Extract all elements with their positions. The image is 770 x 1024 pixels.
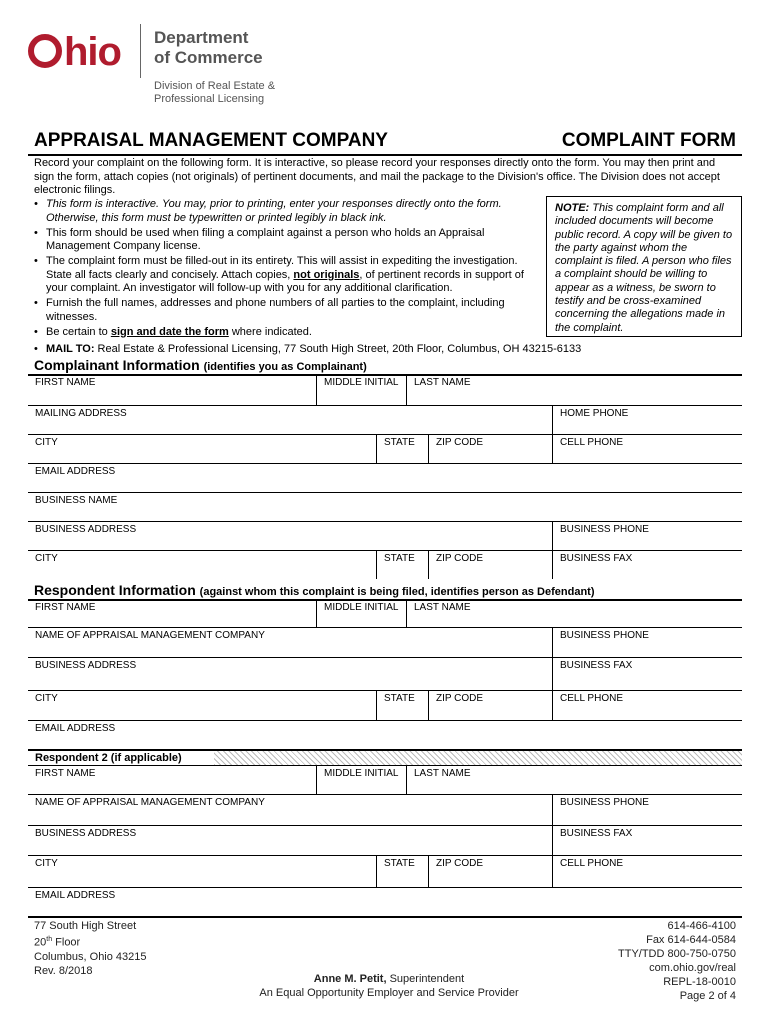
respondent-email-row — [28, 720, 742, 749]
field-label: MAILING ADDRESS — [35, 408, 127, 419]
complainant-city-row — [28, 434, 742, 463]
field-label: STATE — [384, 553, 415, 564]
respondent2-state-field[interactable] — [376, 856, 428, 887]
respondent-state-field[interactable] — [376, 691, 428, 720]
field-label: CITY — [35, 437, 58, 448]
complainant-business-phone-field[interactable] — [552, 522, 742, 550]
respondent2-heading-row — [28, 749, 742, 765]
field-label: FIRST NAME — [35, 768, 96, 779]
footer-eoe: An Equal Opportunity Employer and Service Provider — [259, 987, 519, 999]
note-text: This complaint form and all included documents will become public record. A copy will be given to the party against whom the complaint is filed. A person who files a complaint should be willing to appear as a witness, be sworn to testify and be cross-examined concerning the allegations made in the complaint. — [555, 202, 733, 334]
footer-center — [200, 972, 578, 1000]
field-label: BUSINESS ADDRESS — [35, 660, 137, 671]
respondent2-middle-initial-field[interactable] — [316, 766, 406, 794]
field-label: EMAIL ADDRESS — [35, 723, 116, 734]
footer-phone: 614-466-4100 — [667, 920, 736, 932]
complainant-heading — [34, 357, 367, 373]
respondent2-cell-phone-field[interactable] — [552, 856, 742, 887]
complainant-business-name-row — [28, 492, 742, 521]
complainant-business-name-field[interactable] — [28, 493, 742, 521]
field-label: CELL PHONE — [560, 437, 623, 448]
mail-to-address: Real Estate & Professional Licensing, 77 South High Street, 20th Floor, Columbus, OH 43215-6133 — [94, 343, 582, 355]
footer-rule — [28, 916, 742, 918]
logo-divider — [140, 24, 141, 78]
field-label: FIRST NAME — [35, 377, 96, 388]
footer-address — [34, 919, 147, 978]
respondent-city-field[interactable] — [28, 691, 376, 720]
respondent2-business-fax-field[interactable] — [552, 826, 742, 855]
field-label: EMAIL ADDRESS — [35, 890, 116, 901]
mail-to-label: MAIL TO: — [46, 343, 95, 355]
note-label: NOTE: — [555, 202, 590, 214]
form-title-left: APPRAISAL MANAGEMENT COMPANY — [34, 130, 388, 151]
footer-floor — [34, 933, 147, 950]
footer-form-number: REPL-18-0010 — [663, 976, 736, 988]
footer-website-link[interactable]: com.ohio.gov/real — [649, 962, 736, 974]
complainant-business-zip-field[interactable] — [428, 551, 552, 579]
respondent-zip-field[interactable] — [428, 691, 552, 720]
respondent2-city-row — [28, 855, 742, 887]
footer-city: Columbus, Ohio 43215 — [34, 950, 147, 963]
complainant-business-fax-field[interactable] — [552, 551, 742, 579]
ohio-wordmark-text: hio — [64, 30, 121, 74]
complainant-mailing-address-field[interactable] — [28, 406, 552, 434]
complainant-middle-initial-field[interactable] — [316, 375, 406, 405]
instructions-list — [34, 198, 534, 341]
field-label: LAST NAME — [414, 602, 471, 613]
field-label: ZIP CODE — [436, 437, 484, 448]
complainant-address-row — [28, 405, 742, 434]
footer-contact — [618, 919, 736, 1003]
field-label: LAST NAME — [414, 768, 471, 779]
footer-street: 77 South High Street — [34, 920, 137, 932]
respondent2-heading — [28, 751, 214, 765]
instruction-emphasis: sign and date the form — [110, 325, 229, 338]
complainant-home-phone-field[interactable] — [552, 406, 742, 434]
intro-paragraph: Record your complaint on the following form. It is interactive, so please record your responses directly onto the form. You may then print and sign the form, attach copies (not originals) of pertinent documents, and mail the package to the Division's office. The Division does not accept electronic filings. — [34, 157, 720, 196]
field-label: BUSINESS FAX — [560, 828, 633, 839]
footer-tty: TTY/TDD 800-750-0750 — [618, 948, 736, 960]
respondent-subheading: (against whom this complaint is being filed, identifies person as Defendant) — [199, 586, 595, 598]
respondent2-name-row — [28, 765, 742, 794]
respondent2-email-row — [28, 887, 742, 916]
title-rule — [28, 154, 742, 156]
note-box — [546, 196, 742, 337]
complainant-business-city-field[interactable] — [28, 551, 376, 579]
complainant-business-address-field[interactable] — [28, 522, 552, 550]
complainant-business-city-row — [28, 550, 742, 579]
form-title-right: COMPLAINT FORM — [561, 130, 736, 151]
footer-revision: Rev. 8/2018 — [34, 964, 93, 977]
division-line-2: Professional Licensing — [154, 93, 265, 105]
complainant-city-field[interactable] — [28, 435, 376, 463]
instruction-item — [34, 326, 534, 340]
field-label: BUSINESS FAX — [560, 553, 633, 564]
field-label: EMAIL ADDRESS — [35, 466, 116, 477]
mail-to-instruction — [34, 343, 738, 355]
respondent2-city-field[interactable] — [28, 856, 376, 887]
field-label: CELL PHONE — [560, 693, 623, 704]
respondent-city-row — [28, 690, 742, 720]
instruction-emphasis: not originals — [293, 268, 360, 281]
field-label: BUSINESS PHONE — [560, 630, 649, 641]
footer-floor-word: Floor — [52, 936, 81, 949]
complainant-name-row — [28, 375, 742, 405]
respondent-last-name-field[interactable] — [406, 600, 742, 627]
field-label: CITY — [35, 858, 58, 869]
complainant-last-name-field[interactable] — [406, 375, 742, 405]
field-label: CITY — [35, 553, 58, 564]
complainant-cell-phone-field[interactable] — [552, 435, 742, 463]
respondent2-amc-name-field[interactable] — [28, 795, 552, 825]
respondent-first-name-field[interactable] — [28, 600, 316, 627]
division-line-1: Division of Real Estate & — [154, 80, 276, 92]
complainant-first-name-field[interactable] — [28, 375, 316, 405]
field-label: CELL PHONE — [560, 858, 623, 869]
superintendent-name: Anne M. Petit, — [313, 973, 387, 985]
complainant-email-row — [28, 463, 742, 492]
complainant-heading-text: Complainant Information — [34, 357, 200, 373]
field-label: STATE — [384, 693, 415, 704]
footer-superintendent — [200, 972, 578, 986]
respondent-business-fax-field[interactable] — [552, 658, 742, 690]
instruction-text: where indicated. — [228, 325, 312, 338]
field-label: BUSINESS PHONE — [560, 797, 649, 808]
form-title — [28, 130, 742, 156]
respondent-business-phone-field[interactable] — [552, 628, 742, 657]
ohio-commerce-logo — [28, 22, 328, 112]
field-label: MIDDLE INITIAL — [324, 377, 399, 388]
complainant-zip-field[interactable] — [428, 435, 552, 463]
field-label: ZIP CODE — [436, 693, 484, 704]
field-label: MIDDLE INITIAL — [324, 602, 399, 613]
field-label: BUSINESS ADDRESS — [35, 524, 137, 535]
respondent-business-address-field[interactable] — [28, 658, 552, 690]
respondent-amc-name-field[interactable] — [28, 628, 552, 657]
respondent2-business-phone-field[interactable] — [552, 795, 742, 825]
instruction-text: , of pertinent records in support of your complaint. An investigator will follow-up with you for any additional clarification. — [46, 268, 524, 294]
instruction-text: The complaint form must be filled-out in its entirety. This will assist in expediting the investigation. State all facts clearly and concisely. Attach copies, — [46, 255, 518, 281]
field-label: HOME PHONE — [560, 408, 629, 419]
field-label: BUSINESS NAME — [35, 495, 118, 506]
complainant-business-address-row — [28, 521, 742, 550]
respondent-cell-phone-field[interactable] — [552, 691, 742, 720]
division-name — [154, 80, 275, 106]
footer-page-number: Page 2 of 4 — [679, 990, 736, 1002]
ohio-o-ring-icon — [28, 34, 62, 68]
respondent-company-row — [28, 627, 742, 657]
respondent2-zip-field[interactable] — [428, 856, 552, 887]
field-label: FIRST NAME — [35, 602, 96, 613]
field-label: NAME OF APPRAISAL MANAGEMENT COMPANY — [35, 630, 265, 641]
complainant-state-field[interactable] — [376, 435, 428, 463]
footer-floor-suffix: th — [46, 936, 53, 943]
field-label: MIDDLE INITIAL — [324, 768, 399, 779]
field-label: CITY — [35, 693, 58, 704]
complainant-business-state-field[interactable] — [376, 551, 428, 579]
field-label: BUSINESS ADDRESS — [35, 828, 137, 839]
respondent-middle-initial-field[interactable] — [316, 600, 406, 627]
field-label: BUSINESS PHONE — [560, 524, 649, 535]
respondent2-hatch-fill — [214, 751, 742, 765]
field-label: NAME OF APPRAISAL MANAGEMENT COMPANY — [35, 797, 265, 808]
respondent2-last-name-field[interactable] — [406, 766, 742, 794]
respondent-address-row — [28, 657, 742, 690]
footer-floor-number: 20 — [34, 936, 47, 949]
respondent-heading-text: Respondent Information — [34, 582, 196, 598]
respondent2-email-field[interactable] — [28, 888, 742, 916]
department-line-2: of Commerce — [154, 48, 263, 67]
respondent2-company-row — [28, 794, 742, 825]
instruction-item: • This form should be used when filing a complaint against a person who holds an Appraisal Management Company license. — [34, 227, 534, 254]
field-label: ZIP CODE — [436, 553, 484, 564]
field-label: BUSINESS FAX — [560, 660, 633, 671]
respondent2-business-address-field[interactable] — [28, 826, 552, 855]
complainant-email-field[interactable] — [28, 464, 742, 492]
field-label: ZIP CODE — [436, 858, 484, 869]
instruction-item: • Furnish the full names, addresses and phone numbers of all parties to the complaint, including witnesses. — [34, 297, 534, 324]
ohio-wordmark — [28, 30, 121, 75]
superintendent-title: Superintendent — [386, 973, 465, 985]
department-name — [154, 28, 263, 68]
department-line-1: Department — [154, 28, 249, 47]
field-label: LAST NAME — [414, 377, 471, 388]
field-label: STATE — [384, 858, 415, 869]
complainant-subheading: (identifies you as Complainant) — [203, 361, 367, 373]
footer-fax: Fax 614-644-0584 — [646, 934, 736, 946]
respondent2-first-name-field[interactable] — [28, 766, 316, 794]
respondent2-address-row — [28, 825, 742, 855]
respondent2-heading-text: Respondent 2 (if applicable) — [35, 752, 182, 764]
instruction-item — [34, 255, 534, 296]
instruction-text: Be certain to — [46, 325, 111, 338]
respondent-name-row — [28, 600, 742, 627]
respondent-heading — [34, 582, 595, 598]
instruction-item: • This form is interactive. You may, prior to printing, enter your responses directly onto the form. Otherwise, this form must be typewritten or printed legibly in black ink. — [34, 198, 534, 225]
field-label: STATE — [384, 437, 415, 448]
respondent-email-field[interactable] — [28, 721, 742, 749]
